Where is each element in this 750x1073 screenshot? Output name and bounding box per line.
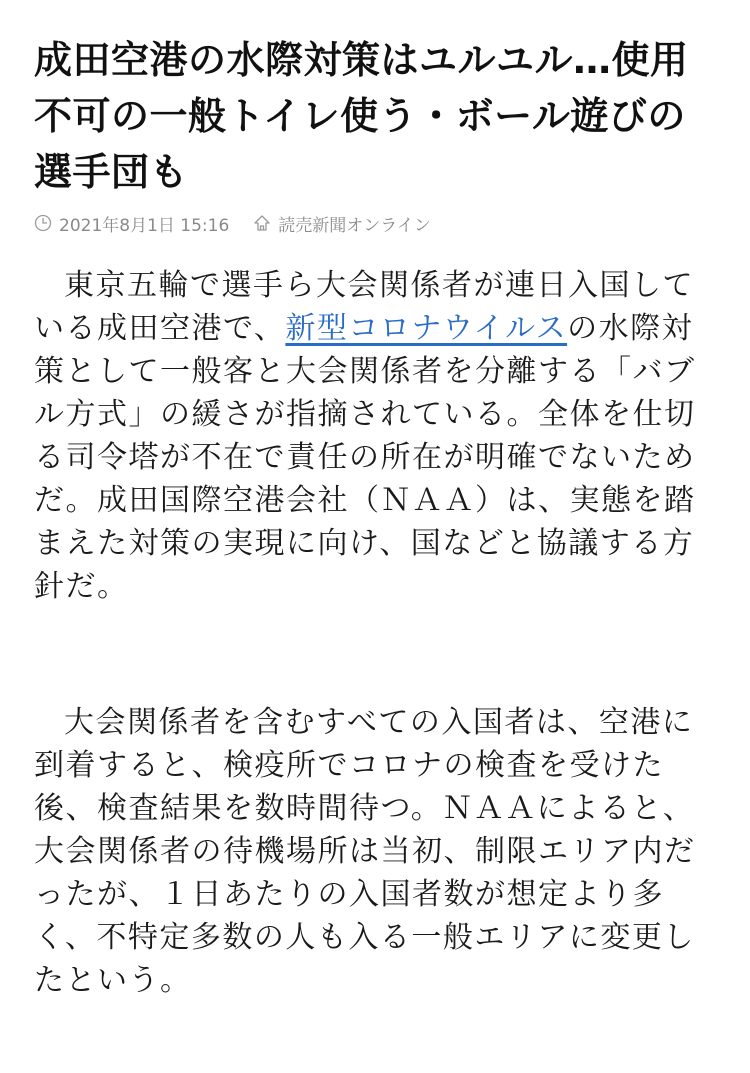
paragraph: 大会関係者を含むすべての入国者は、空港に到着すると、検疫所でコロナの検査を受けた後、検査結果を数時間待つ。ＮＡＡによると、大会関係者の待機場所は当初、制限エリア内だったが、１日あたりの入国者数が想定より多く、不特定多数の人も入る一般エリアに変更したという。 — [34, 705, 696, 998]
article — [34, 32, 718, 1002]
publish-date: 2021年8月1日 15:16 — [59, 215, 230, 236]
publisher-name[interactable]: 読売新聞オンライン — [278, 215, 431, 236]
publisher-icon — [253, 214, 271, 232]
article-headline: 成田空港の水際対策はユルユル…使用不可の一般トイレ使う・ボール遊びの選手団も — [34, 38, 689, 194]
keyword-link[interactable]: 新型コロナウイルス — [285, 311, 568, 346]
paragraph-text: 東京五輪で選手ら大会関係者が連日入国している成田空港で、 — [34, 268, 694, 346]
paragraph — [34, 264, 718, 608]
paragraph-text: の水際対策として一般客と大会関係者を分離する「バブル方式」の緩さが指摘されている。全体を仕切る司令塔が不在で責任の所在が明確でないためだ。成田国際空港会社（ＮＡＡ）は、実態を踏まえた対策の実現に向け、国などと協議する方針だ。 — [34, 311, 696, 604]
clock-icon — [34, 214, 52, 232]
article-meta — [34, 210, 718, 236]
article-body — [34, 264, 718, 1002]
